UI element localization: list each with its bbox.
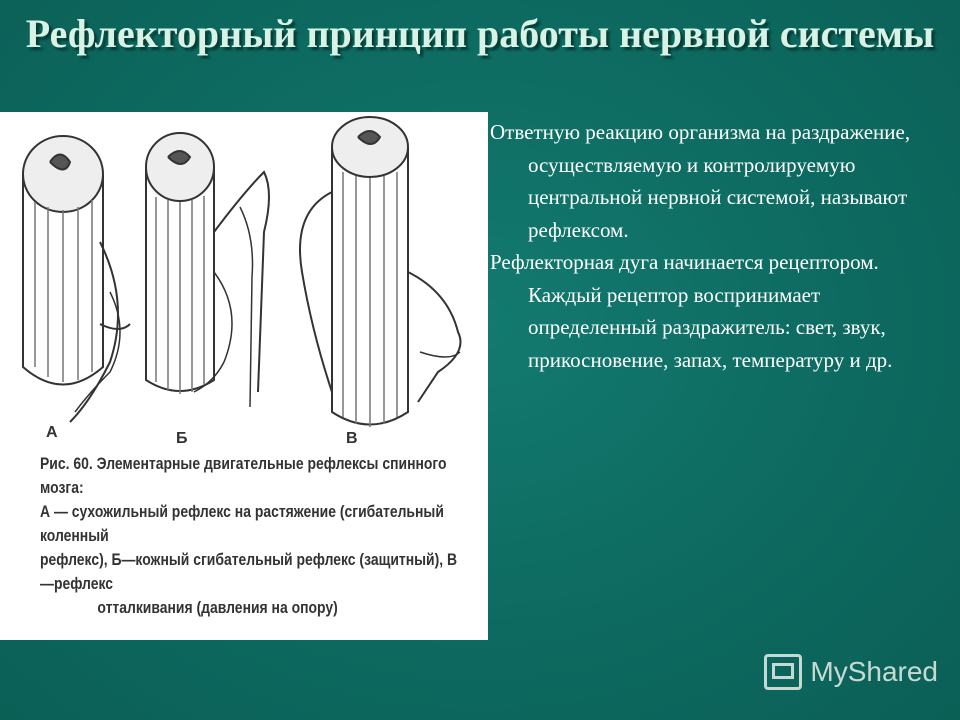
label-c: В (346, 430, 358, 447)
caption-line-1: Рис. 60. Элементарные двигательные рефлексы спинного мозга: (40, 454, 447, 497)
cylinder-c (300, 117, 461, 427)
myshared-watermark (764, 652, 938, 692)
watermark-text: MyShared (810, 656, 938, 687)
label-b: Б (176, 430, 188, 447)
cylinder-b (146, 133, 269, 407)
caption-line-3: рефлекс), Б—кожный сгибательный рефлекс (защитный), В—рефлекс (40, 550, 458, 593)
slide-title: Рефлекторный принцип работы нервной системы (25, 11, 935, 56)
figure-caption (40, 452, 466, 620)
label-a: А (46, 424, 58, 441)
paragraph-reflex-definition: Ответную реакцию организма на раздражение, осуществляемую и контролируемую центральной нервной системой, называют рефлексом. (490, 120, 911, 242)
paragraph-reflex-arc: Рефлекторная дуга начинается рецептором. Каждый рецептор воспринимает определенный раздражитель: свет, звук, прикосновение, запах, температуру и др. (490, 250, 893, 372)
caption-line-4: отталкивания (давления на опору) (97, 598, 338, 617)
reflex-figure (0, 112, 488, 640)
body-text (490, 116, 930, 376)
myshared-logo-icon (764, 654, 802, 690)
caption-line-2: А — сухожильный рефлекс на растяжение (сгибательный коленный (40, 502, 444, 545)
cylinder-a (23, 136, 130, 422)
